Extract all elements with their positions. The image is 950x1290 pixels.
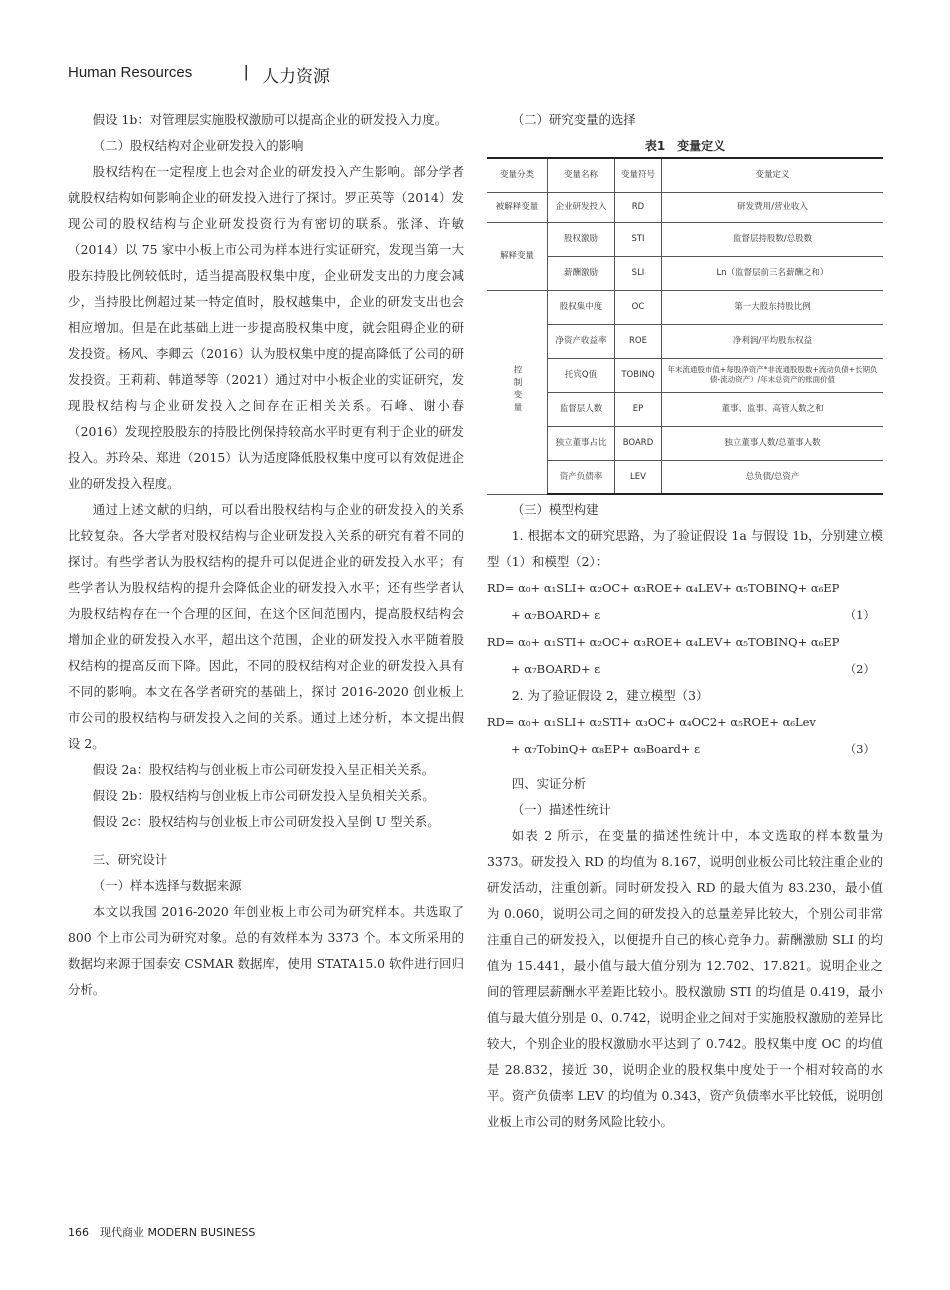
paragraph-3: 本文以我国 2016-2020 年创业板上市公司为研究样本。共选取了 800 个上市公司为研究对象。总的有效样本为 3373 个。本文所采用的数据均来源于国泰安 CSMAR 数据库，使用 STATA15.0 软件进行回归分析。 bbox=[68, 904, 464, 997]
equation-1-line-1: RD= α₀+ α₁SLI+ α₂OC+ α₃ROE+ α₄LEV+ α₅TOBINQ+ α₆EP bbox=[487, 581, 840, 595]
left-column bbox=[68, 107, 464, 1003]
table-cell: STI bbox=[615, 222, 662, 256]
equation-2-number: （2） bbox=[844, 662, 875, 676]
page-footer: 166 现代商业 MODERN BUSINESS bbox=[68, 1226, 256, 1239]
table-header: 变量分类 bbox=[487, 158, 548, 192]
hypothesis-2c: 假设 2c：股权结构与创业板上市公司研发投入呈倒 U 型关系。 bbox=[92, 814, 440, 829]
table-cell: 股权激励 bbox=[548, 222, 615, 256]
equation-1-line-2: + α₇BOARD+ ε （1） bbox=[487, 602, 883, 629]
section-3-3-title: （三）模型构建 bbox=[511, 502, 599, 517]
paragraph-model-1: 1. 根据本文的研究思路，为了验证假设 1a 与假设 1b，分别建立模型（1）和模型（2）： bbox=[487, 528, 883, 569]
section-3-title: 三、研究设计 bbox=[92, 852, 168, 867]
table-row bbox=[487, 192, 883, 222]
table-header: 变量名称 bbox=[548, 158, 615, 192]
equation-2-line-1: RD= α₀+ α₁STI+ α₂OC+ α₃ROE+ α₄LEV+ α₅TOBINQ+ α₆EP bbox=[487, 635, 840, 649]
table-cell: SLI bbox=[615, 256, 662, 290]
table-row bbox=[487, 222, 883, 256]
hypothesis-2a: 假设 2a：股权结构与创业板上市公司研发投入呈正相关关系。 bbox=[92, 762, 435, 777]
table-row bbox=[487, 290, 883, 324]
paragraph-1: 股权结构在一定程度上也会对企业的研发投入产生影响。部分学者就股权结构如何影响企业的研发投入进行了探讨。罗正英等（2014）发现公司的股权结构与企业研发投资行为有密切的联系。张泽、许敏（2014）以 75 家中小板上市公司为样本进行实证研究，发现当第一大股东持股比例较低时，适当提高股权集中度，企业研发支出的力度会减少，当持股比例超过某一特定值时，股权越集中，企业的研发支出也会相应增加。但是在此基础上进一步提高股权集中度，就会阻碍企业的研发投资。杨风、李卿云（2016）认为股权集中度的提高降低了公司的研发投资。王莉莉、韩道琴等（2021）通过对中小板企业的实证研究，发现股权结构与企业研发投入之间存在正相关关系。石峰、谢小春（2016）发现控股股东的持股比例保持较高水平时更有利于企业的研发投入。苏玲朵、郑进（2015）认为适度降低股权集中度可以有效促进企业的研发投入程度。 bbox=[68, 164, 464, 491]
paragraph-model-2: 2. 为了验证假设 2，建立模型（3） bbox=[511, 688, 709, 703]
table-header: 变量符号 bbox=[615, 158, 662, 192]
table-cell: 股权集中度 bbox=[548, 290, 615, 324]
table-cell: ROE bbox=[615, 324, 662, 358]
equation-3-number: （3） bbox=[844, 742, 875, 756]
paragraph-4: 如表 2 所示，在变量的描述性统计中，本文选取的样本数量为 3373。研发投入 RD 的均值为 8.167，说明创业板公司比较注重企业的研发活动，注重创新。同时研发投入 RD 的最大值为 83.230，最小值为 0.060，说明公司之间的研发投入的总量差异比较大，个别公司非常注重自己的研发投入，以便提升自己的核心竞争力。薪酬激励 SLI 的均值为 15.441，最小值与最大值分别为 12.702、17.821。说明企业之间的管理层薪酬水平差距比较小。股权激励 STI 的均值是 0.419，最小值与最大值分别是 0、0.742，说明企业之间对于实施股权激励的差异比较大，个别企业的股权激励水平达到了 0.742。股权集中度 OC 的均值是 28.832，接近 30，说明企业的股权集中度处于一个相对较高的水平。资产负债率 LEV 的均值为 0.343，资产负债率水平比较低，说明创业板上市公司的财务风险比较小。 bbox=[487, 828, 883, 1129]
table-cell: BOARD bbox=[615, 426, 662, 460]
section-4-1-title: （一）描述性统计 bbox=[511, 802, 611, 817]
table-cell: 总负债/总资产 bbox=[662, 460, 884, 494]
table-group-cell: 解释变量 bbox=[487, 222, 548, 290]
section-4-title: 四、实证分析 bbox=[511, 776, 587, 791]
equation-1-number: （1） bbox=[844, 608, 875, 622]
table-cell: 研发费用/营业收入 bbox=[662, 192, 884, 222]
table-group-cell: 被解释变量 bbox=[487, 192, 548, 222]
table-cell: EP bbox=[615, 392, 662, 426]
right-column bbox=[487, 107, 883, 1135]
table-header-row bbox=[487, 158, 883, 192]
table-cell: 独立董事人数/总董事人数 bbox=[662, 426, 884, 460]
table-cell: 独立董事占比 bbox=[548, 426, 615, 460]
header-zh: 人力资源 bbox=[262, 67, 330, 87]
table-cell: 董事、监事、高管人数之和 bbox=[662, 392, 884, 426]
table-cell: 企业研发投入 bbox=[548, 192, 615, 222]
table-group-cell: 控制变量 bbox=[487, 290, 548, 494]
table-cell: 薪酬激励 bbox=[548, 256, 615, 290]
table-cell: TOBINQ bbox=[615, 358, 662, 392]
equation-3-line-2: + α₇TobinQ+ α₈EP+ α₉Board+ ε （3） bbox=[487, 736, 883, 763]
section-3-1-title: （一）样本选择与数据来源 bbox=[92, 878, 242, 893]
table-cell: RD bbox=[615, 192, 662, 222]
table-cell: Ln（监督层前三名薪酬之和） bbox=[662, 256, 884, 290]
equation-2-line-2: + α₇BOARD+ ε （2） bbox=[487, 656, 883, 683]
table-title: 表1 变量定义 bbox=[644, 139, 726, 153]
table-cell: 监督层持股数/总股数 bbox=[662, 222, 884, 256]
variable-table bbox=[487, 157, 883, 495]
table-cell: 托宾Q值 bbox=[548, 358, 615, 392]
header-en: Human Resources bbox=[68, 64, 193, 81]
section-3-2-title: （二）研究变量的选择 bbox=[511, 112, 636, 127]
equation-3-line-1: RD= α₀+ α₁SLI+ α₂STI+ α₃OC+ α₄OC2+ α₅ROE+ α₆Lev bbox=[487, 715, 816, 729]
table-cell: 净利润/平均股东权益 bbox=[662, 324, 884, 358]
table-cell: 监督层人数 bbox=[548, 392, 615, 426]
hypothesis-2b: 假设 2b：股权结构与创业板上市公司研发投入呈负相关关系。 bbox=[92, 788, 435, 803]
table-cell: 第一大股东持股比例 bbox=[662, 290, 884, 324]
header-separator: | bbox=[244, 62, 249, 81]
section-2-title: （二）股权结构对企业研发投入的影响 bbox=[92, 138, 304, 153]
table-cell: 净资产收益率 bbox=[548, 324, 615, 358]
paragraph-2: 通过上述文献的归纳，可以看出股权结构与企业的研发投入的关系比较复杂。各大学者对股权结构与企业研发投入关系的研究有着不同的探讨。有些学者认为股权结构的提升可以促进企业的研发投入水平；有些学者认为股权结构的提升会降低企业的研发投入水平；还有些学者认为股权结构存在一个合理的区间，在这个区间范围内，提高股权结构会增加企业的研发投入水平，超出这个范围，企业的研发投入水平随着股权结构的提高反而下降。因此，不同的股权结构对企业的研发投入具有不同的影响。本文在各学者研究的基础上，探讨 2016-2020 创业板上市公司的股权结构与研发投入之间的关系。通过上述分析，本文提出假设 2。 bbox=[68, 502, 464, 751]
hypothesis-1b: 假设 1b：对管理层实施股权激励可以提高企业的研发投入力度。 bbox=[92, 112, 448, 127]
table-cell: 资产负债率 bbox=[548, 460, 615, 494]
table-cell: 年末流通股市值+每股净资产*非流通股股数+流动负债+长期负债-流动资产）/年末总资产的账面价值 bbox=[662, 358, 884, 392]
table-header: 变量定义 bbox=[662, 158, 884, 192]
table-cell: LEV bbox=[615, 460, 662, 494]
table-cell: OC bbox=[615, 290, 662, 324]
